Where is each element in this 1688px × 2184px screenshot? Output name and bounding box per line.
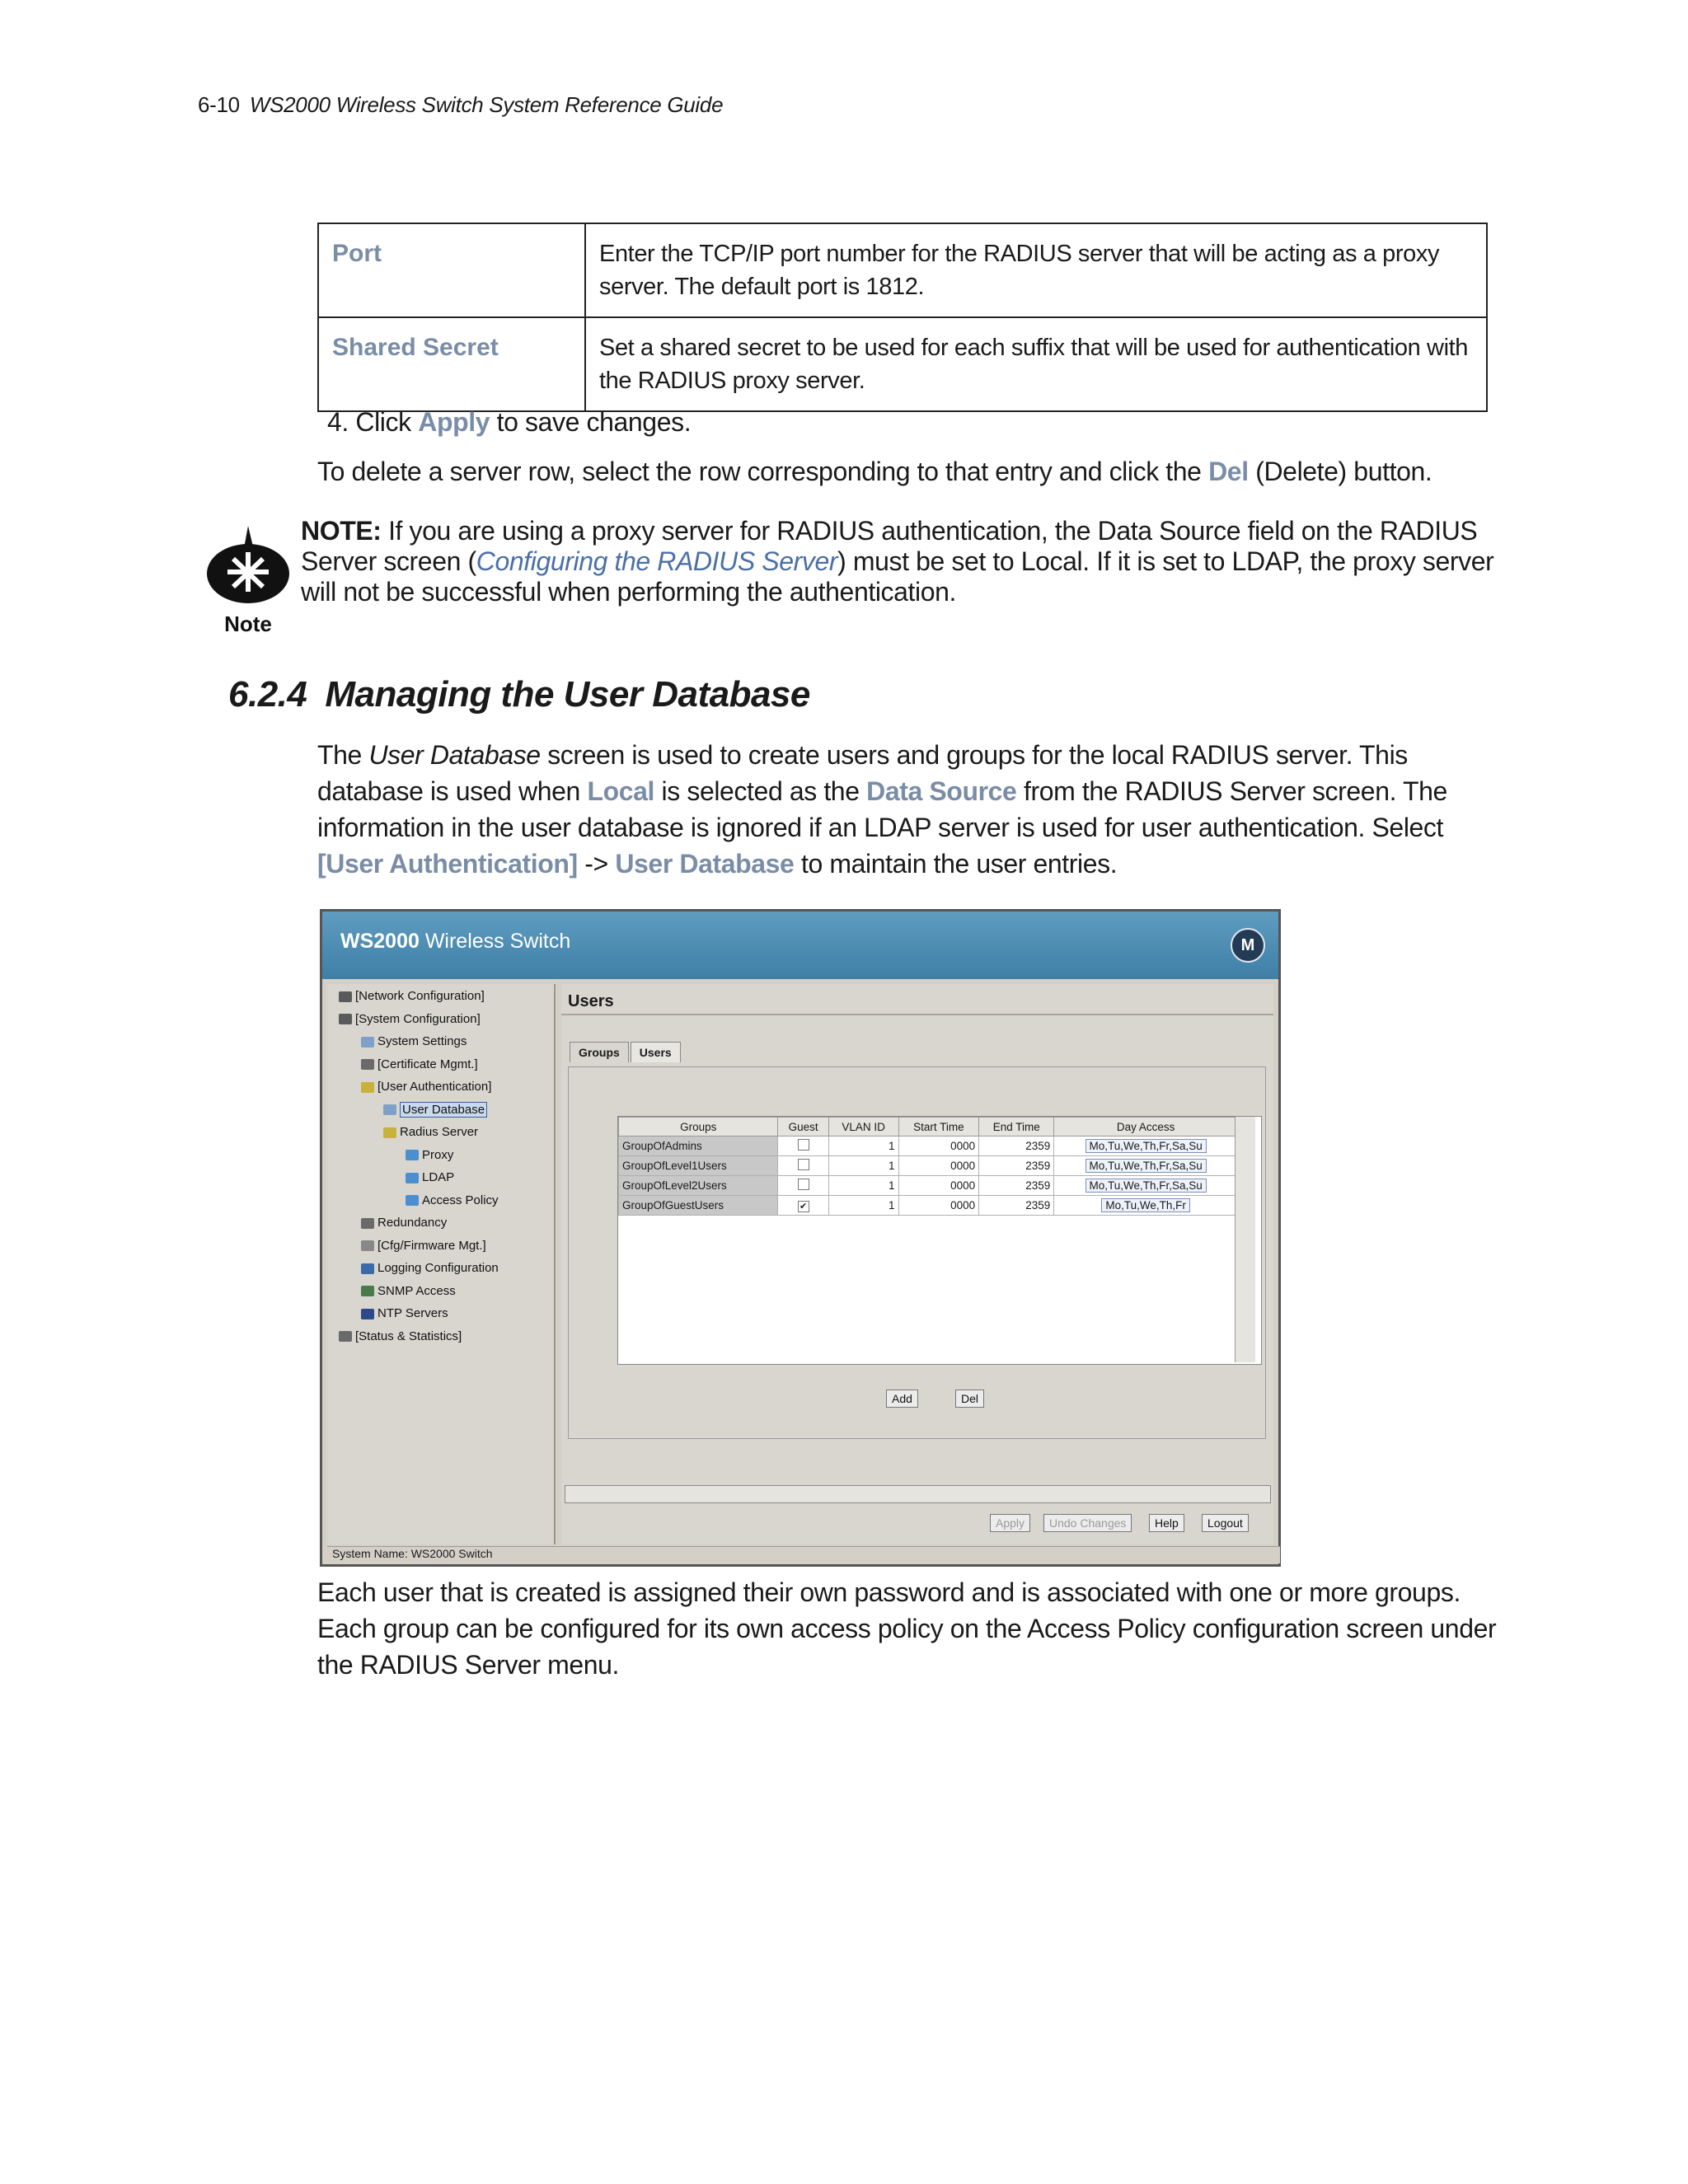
table-row (318, 223, 1487, 317)
note-body: If you are using a proxy server for RADIUS authentication, the Data Source field on the RADIUS Server screen ( (301, 516, 1478, 576)
table-row[interactable] (619, 1196, 1238, 1216)
logout-button[interactable]: Logout (1202, 1514, 1249, 1532)
main-panel (561, 984, 1273, 1544)
intro-text: from the RADIUS Server screen. The information in the user database is ignored if an LDAP server is used for user authentication. Select (317, 776, 1447, 842)
status-bar: System Name: WS2000 Switch (327, 1546, 1280, 1563)
tree-item-label: Redundancy (377, 1216, 448, 1230)
tree-item[interactable] (383, 1125, 478, 1139)
col-guest[interactable]: Guest (778, 1118, 828, 1137)
cell-group[interactable]: GroupOfGuestUsers (619, 1196, 778, 1216)
tree-node-icon (383, 1104, 396, 1115)
tree-node-icon (339, 991, 352, 1002)
note-body-end: ) must be set to Local. If it is set to LDAP, the proxy server will not be successful when performing the authentication. (301, 546, 1494, 607)
step-text: Click (355, 407, 411, 437)
keyword-data-source: Data Source (866, 776, 1017, 806)
cell-start[interactable]: 0000 (898, 1196, 979, 1216)
intro-text: screen is used to create users and groups for the local RADIUS server. This database is used when (317, 740, 1408, 806)
nav-tree (327, 984, 556, 1544)
tree-node-icon (383, 1127, 396, 1138)
tree-item-label: User Database (400, 1102, 487, 1118)
tree-item[interactable] (361, 1216, 447, 1230)
param-desc: Set a shared secret to be used for each suffix that will be used for authentication with the RADIUS proxy server. (585, 317, 1487, 411)
panel-title: Users (568, 992, 614, 1010)
tree-item[interactable] (406, 1193, 499, 1207)
table-row[interactable] (619, 1156, 1238, 1176)
tree-node-icon (406, 1150, 419, 1160)
cell-group[interactable]: GroupOfLevel1Users (619, 1156, 778, 1176)
tree-node-icon (361, 1309, 374, 1319)
note-icon (203, 524, 293, 635)
delete-instruction (317, 453, 1432, 490)
apply-keyword: Apply (418, 407, 490, 437)
tree-item-label: [User Authentication] (377, 1080, 492, 1094)
keyword-user-database: User Database (615, 849, 795, 879)
page-number: 6-10 (198, 92, 240, 117)
tree-item[interactable] (361, 1034, 467, 1048)
intro-paragraph (317, 737, 1496, 882)
tree-item[interactable] (361, 1261, 499, 1275)
tree-item-label: Radius Server (400, 1125, 479, 1139)
tree-item-label: Proxy (422, 1147, 454, 1162)
cell-days[interactable]: Mo,Tu,We,Th,Fr (1101, 1198, 1190, 1212)
cell-end[interactable]: 2359 (979, 1156, 1054, 1176)
tree-item[interactable] (383, 1103, 487, 1117)
step-number: 4. (327, 407, 349, 437)
cell-end[interactable]: 2359 (979, 1196, 1054, 1216)
cell-group[interactable]: GroupOfLevel2Users (619, 1176, 778, 1196)
col-groups[interactable]: Groups (619, 1118, 778, 1137)
doc-title: WS2000 Wireless Switch System Reference Guide (249, 92, 724, 117)
tree-node-icon (361, 1037, 374, 1047)
cell-days[interactable]: Mo,Tu,We,Th,Fr,Sa,Su (1085, 1179, 1207, 1193)
col-end[interactable]: End Time (979, 1118, 1054, 1137)
guest-checkbox[interactable] (798, 1159, 809, 1170)
tree-node-icon (361, 1240, 374, 1251)
param-desc: Enter the TCP/IP port number for the RADIUS server that will be acting as a proxy server. The default port is 1812. (585, 223, 1487, 317)
del-keyword: Del (1208, 457, 1249, 486)
tree-item-label: SNMP Access (377, 1283, 456, 1298)
vertical-scrollbar[interactable] (1235, 1117, 1255, 1362)
add-button[interactable]: Add (886, 1390, 918, 1408)
note-text (301, 516, 1504, 607)
tree-node-icon (361, 1059, 374, 1070)
tree-item-label: [Network Configuration] (355, 989, 485, 1003)
intro-arrow: -> (584, 849, 616, 879)
running-header (198, 92, 723, 118)
tree-item-label: Access Policy (422, 1193, 499, 1207)
step-apply (327, 404, 691, 440)
cell-group[interactable]: GroupOfAdmins (619, 1137, 778, 1156)
intro-text: to maintain the user entries. (800, 849, 1118, 879)
tree-item[interactable] (406, 1170, 454, 1184)
delete-text-end: (Delete) button. (1255, 457, 1432, 486)
tab-bar (570, 1042, 682, 1062)
tree-item[interactable] (361, 1080, 491, 1094)
table-row[interactable] (619, 1137, 1238, 1156)
apply-button[interactable]: Apply (990, 1514, 1030, 1532)
tree-node-icon (406, 1195, 419, 1206)
tab-groups[interactable]: Groups (570, 1042, 629, 1062)
tree-item-label: Logging Configuration (377, 1261, 499, 1275)
del-button[interactable]: Del (955, 1390, 984, 1408)
col-start[interactable]: Start Time (898, 1118, 979, 1137)
tree-item[interactable] (406, 1148, 453, 1162)
intro-text: The (317, 740, 362, 770)
note-link[interactable]: Configuring the RADIUS Server (476, 546, 838, 576)
cell-start[interactable]: 0000 (898, 1176, 979, 1196)
tree-item[interactable] (361, 1057, 478, 1071)
cell-start[interactable]: 0000 (898, 1137, 979, 1156)
tree-item[interactable] (361, 1284, 456, 1298)
cell-vlan[interactable]: 1 (828, 1196, 898, 1216)
tree-item-label: [Status & Statistics] (355, 1329, 462, 1343)
tree-item[interactable] (339, 1329, 462, 1343)
tree-item[interactable] (339, 989, 485, 1003)
app-title: WS2000 Wireless Switch (340, 930, 571, 953)
tree-item-label: LDAP (422, 1170, 455, 1184)
motorola-logo-icon: M (1231, 928, 1265, 963)
tree-item[interactable] (361, 1239, 486, 1253)
cell-days[interactable]: Mo,Tu,We,Th,Fr,Sa,Su (1085, 1139, 1207, 1153)
step-text-end: to save changes. (496, 407, 692, 437)
table-row (318, 317, 1487, 411)
tree-node-icon (406, 1173, 419, 1183)
section-title: Managing the User Database (325, 674, 810, 715)
tree-item-label: [Cfg/Firmware Mgt.] (377, 1238, 486, 1253)
tree-node-icon (339, 1014, 352, 1024)
section-number: 6.2.4 (228, 674, 307, 715)
closing-paragraph: Each user that is created is assigned their own password and is associated with one or more groups. Each group can be configured for its own access policy on the Access Policy configuration screen under the RADIUS Server menu. (317, 1577, 1497, 1680)
note-label: NOTE: (301, 516, 382, 546)
tree-item-label: [System Configuration] (355, 1011, 481, 1026)
table-header-row (619, 1118, 1238, 1137)
table-row[interactable] (619, 1176, 1238, 1196)
tree-item[interactable] (361, 1306, 448, 1320)
app-titlebar (322, 912, 1278, 979)
cell-vlan[interactable]: 1 (828, 1137, 898, 1156)
tree-node-icon (361, 1082, 374, 1093)
parameter-table (317, 223, 1488, 412)
guest-checkbox[interactable]: ✔ (798, 1201, 809, 1212)
tab-users[interactable]: Users (631, 1042, 681, 1062)
intro-text: is selected as the (661, 776, 860, 806)
tree-item-label: System Settings (377, 1034, 467, 1048)
undo-changes-button[interactable]: Undo Changes (1043, 1514, 1132, 1532)
guest-checkbox[interactable] (798, 1139, 809, 1151)
cell-end[interactable]: 2359 (979, 1176, 1054, 1196)
delete-text: To delete a server row, select the row corresponding to that entry and click the (317, 457, 1202, 486)
tree-node-icon (361, 1218, 374, 1229)
note-icon-label: Note (224, 612, 272, 635)
cell-vlan[interactable]: 1 (828, 1176, 898, 1196)
help-button[interactable]: Help (1149, 1514, 1184, 1532)
cell-days[interactable]: Mo,Tu,We,Th,Fr,Sa,Su (1085, 1159, 1207, 1173)
keyword-user-auth: [User Authentication] (317, 849, 578, 879)
keyword-local: Local (587, 776, 655, 806)
tree-node-icon (361, 1263, 374, 1274)
tree-item-label: NTP Servers (377, 1306, 448, 1320)
param-name: Port (318, 223, 585, 317)
tree-node-icon (361, 1286, 374, 1296)
tree-node-icon (339, 1331, 352, 1342)
groups-table (618, 1117, 1238, 1216)
ui-screenshot (320, 909, 1281, 1567)
section-heading (228, 674, 810, 715)
tree-item[interactable] (339, 1012, 481, 1026)
col-vlan[interactable]: VLAN ID (828, 1118, 898, 1137)
groups-grid (617, 1116, 1262, 1365)
cell-end[interactable]: 2359 (979, 1137, 1054, 1156)
cell-vlan[interactable]: 1 (828, 1156, 898, 1176)
cell-start[interactable]: 0000 (898, 1156, 979, 1176)
horizontal-scrollbar[interactable] (565, 1485, 1271, 1503)
guest-checkbox[interactable] (798, 1179, 809, 1190)
param-name: Shared Secret (318, 317, 585, 411)
tree-item-label: [Certificate Mgmt.] (377, 1057, 478, 1071)
intro-emphasis: User Database (368, 740, 541, 770)
col-day-access[interactable]: Day Access (1054, 1118, 1238, 1137)
